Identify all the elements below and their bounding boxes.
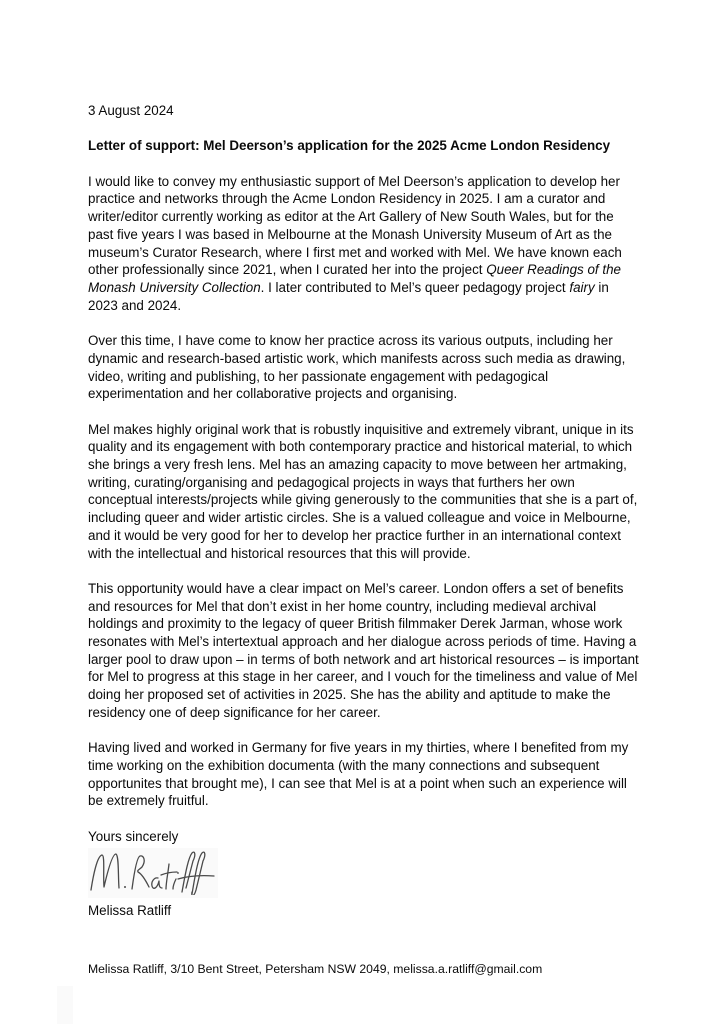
text-segment: This opportunity would have a clear impact on Mel’s career. London offers a set of benefits and resources for Mel that don’t exist in her home country, including medieval archival holdings and proximity to the legacy of queer British filmmaker Derek Jarman, whose work resonates with Mel’s intertextual approach and her dialogue across periods of time. Having a larger pool to draw upon – in terms of both network and art historical resources – is important for Mel to progress at this stage in her career, and I vouch for the timeliness and value of Mel doing her proposed set of activities in 2025. She has the ability and aptitude to make the residency one of deep significance for her career. bbox=[88, 580, 639, 720]
paragraph bbox=[88, 580, 640, 722]
text-segment: in 2023 and 2024. bbox=[88, 280, 609, 313]
paragraph bbox=[88, 332, 640, 403]
italic-text-segment: Queer Readings of the Monash University Collection bbox=[88, 262, 621, 295]
scan-artifact bbox=[57, 986, 73, 1024]
paragraph bbox=[88, 739, 640, 810]
letter-closing: Yours sincerely bbox=[88, 828, 179, 844]
letter-content bbox=[88, 102, 640, 920]
text-segment: I would like to convey my enthusiastic support of Mel Deerson’s application to develop her practice and networks through the Acme London Residency in 2025. I am a curator and writer/editor currently working as editor at the Art Gallery of New South Wales, but for the past five years I was based in Melbourne at the Monash University Museum of Art as the museum’s Curator Research, where I first met and worked with Mel. We have known each other professionally since 2021, when I curated her into the project bbox=[88, 173, 622, 278]
text-segment: Over this time, I have come to know her practice across its various outputs, including her dynamic and research-based artistic work, which manifests across such media as drawing, video, writing and publishing, to her passionate engagement with pedagogical experimentation and her collaborative projects and organising. bbox=[88, 333, 626, 402]
paragraph bbox=[88, 173, 640, 315]
handwritten-signature-icon bbox=[88, 848, 218, 898]
letter-subject: Letter of support: Mel Deerson’s application for the 2025 Acme London Residency bbox=[88, 138, 611, 154]
paragraph bbox=[88, 421, 640, 563]
signer-name: Melissa Ratliff bbox=[88, 903, 172, 919]
contact-footer: Melissa Ratliff, 3/10 Bent Street, Petersham NSW 2049, melissa.a.ratliff@gmail.com bbox=[88, 962, 543, 976]
text-segment: Having lived and worked in Germany for five years in my thirties, where I benefited from my time working on the exhibition documenta (with the many connections and subsequent opportunites that brought me), I can see that Mel is at a point when such an experience will be extremely fruitful. bbox=[88, 740, 629, 809]
italic-text-segment: fairy bbox=[569, 280, 595, 295]
letter-date: 3 August 2024 bbox=[88, 103, 174, 118]
letter-body bbox=[88, 173, 640, 810]
text-segment: Mel makes highly original work that is robustly inquisitive and extremely vibrant, unique in its quality and its engagement with both contemporary practice and historical material, to which she brings a very fresh lens. Mel has an amazing capacity to move between her artmaking, writing, curating/organising and pedagogical projects in ways that furthers her own conceptual interests/projects while giving generously to the communities that she is a part of, including queer and wider artistic circles. She is a valued colleague and voice in Melbourne, and it would be very good for her to develop her practice further in an international context with the intellectual and historical resources that this will provide. bbox=[88, 421, 638, 561]
text-segment: . I later contributed to Mel’s queer pedagogy project bbox=[260, 280, 570, 295]
